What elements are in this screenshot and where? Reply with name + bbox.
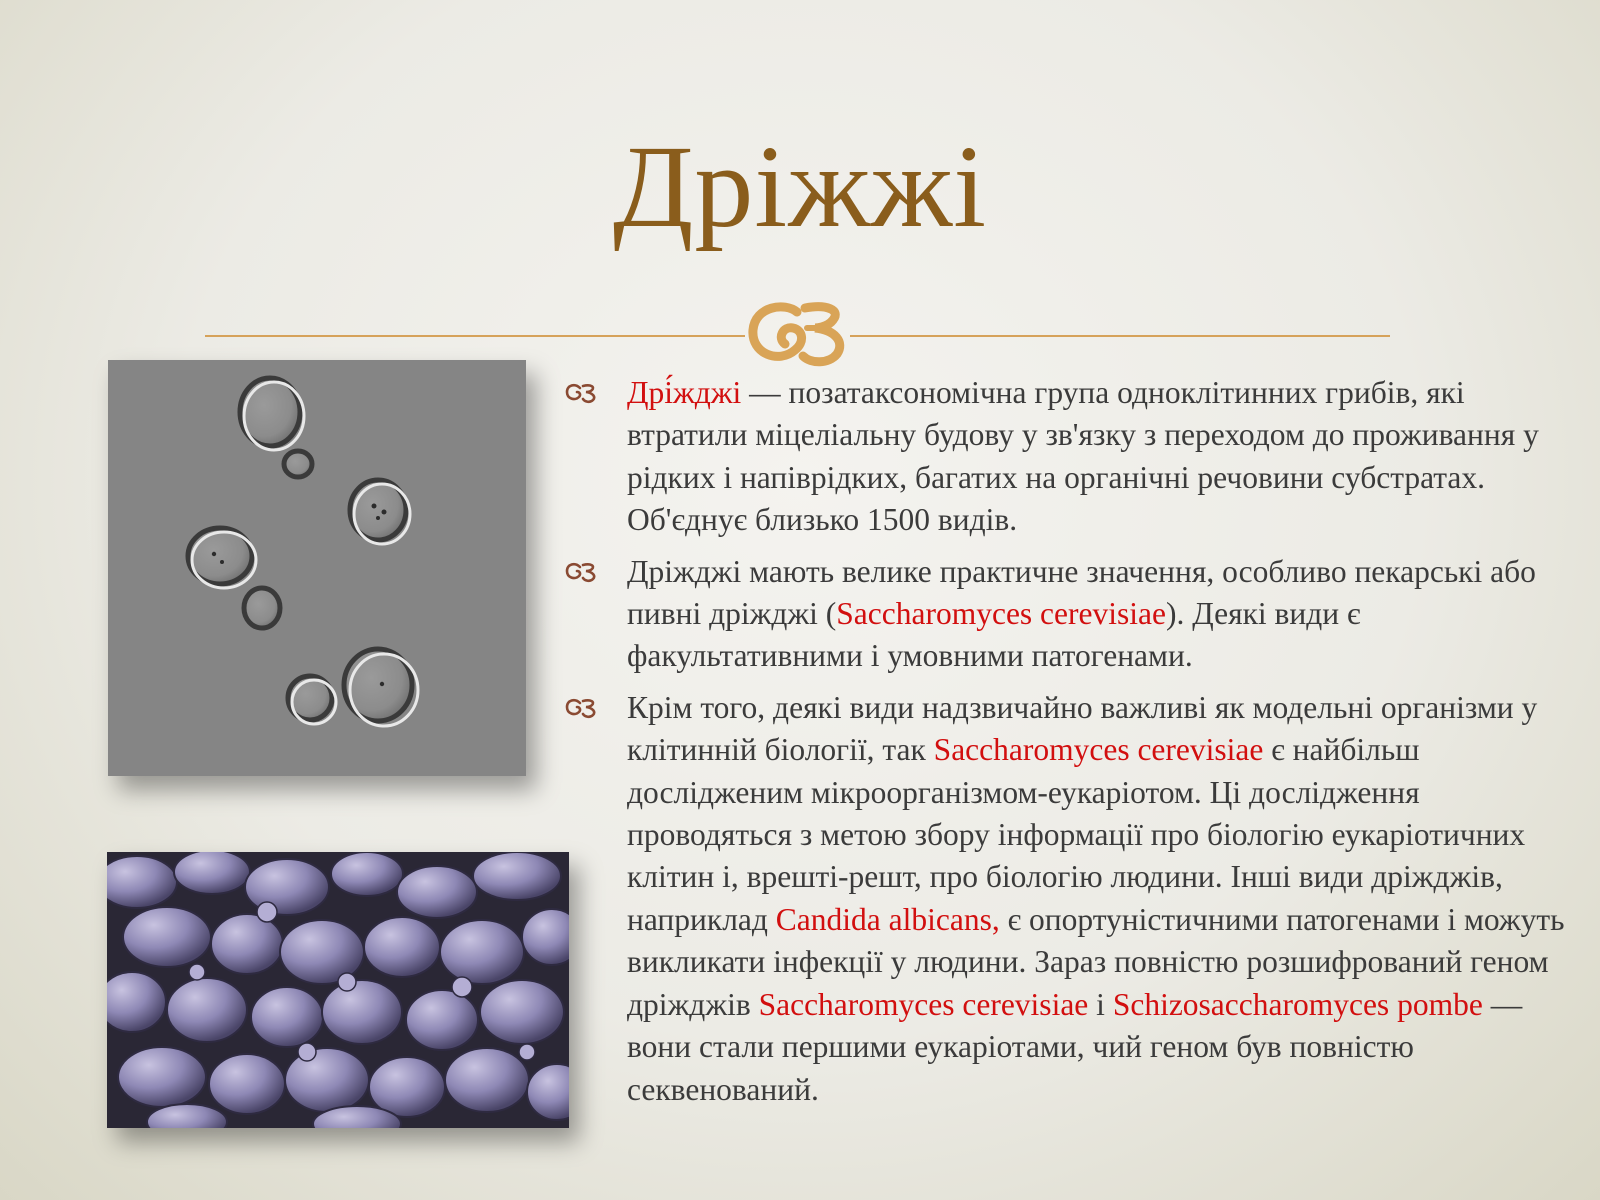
divider-line-right [850, 335, 1390, 337]
bullet-3-part-7: і [1088, 986, 1113, 1022]
bullet-3-part-1: Крім того, деякі види надзвичайно важливі як модельні організми у клітинній біології, так [627, 689, 1538, 768]
bullet-2-part-3: ). Деякі види є факультативними і умовними патогенами. [627, 596, 1361, 674]
bullet-item-2 [565, 551, 1565, 678]
yeast-dic-micrograph [108, 360, 526, 776]
flourish-bullet-icon [565, 687, 599, 729]
divider-line-left [205, 335, 745, 337]
bullet-2-part-2: Saccharomyces cerevisiae [836, 596, 1166, 632]
slide-body [565, 372, 1565, 1120]
bullet-text-1 [627, 375, 1539, 537]
yeast-sem-micrograph [107, 852, 569, 1128]
bullet-1-part-2: — позатаксономічна група одноклітинних грибів, які втратили міцеліальну будову у зв'язку з переходом до проживання у рідких і напіврідких, багатих на органічні речовини субстратах. Об'єднує близько 1500 видів. [627, 375, 1539, 538]
bullet-3-part-4: Candida albicans, [775, 901, 1000, 937]
bullet-item-1 [565, 372, 1565, 542]
bullet-3-part-3: є найбільш дослідженим мікроорганізмом-еукаріотом. Ці дослідження проводяться з метою збору інформації про біологію еукаріотичних клітин і, врешті-решт, про біологію людини. Інші види дріжджів, наприклад [627, 732, 1526, 937]
slide-title: Дріжжі [612, 121, 988, 252]
flourish-bullet-icon [565, 372, 599, 414]
bullet-2-part-1: Дріжджі мають велике практичне значення, особливо пекарські або пивні дріжджі ( [627, 553, 1536, 632]
bullet-3-part-5: є опортуністичними патогенами і можуть викликати інфекції у людини. Зараз повністю розшифрований геном дріжджів [627, 901, 1565, 1022]
bullet-text-2 [627, 554, 1536, 674]
bullet-1-part-1: Дрі́жджі [627, 375, 742, 410]
bullet-3-part-8: Schizosaccharomyces pombe [1112, 986, 1483, 1022]
bullet-3-part-9: — вони стали першими еукаріотами, чий геном був повністю секвенований. [627, 986, 1523, 1107]
bullet-3-part-2: Saccharomyces cerevisiae [933, 732, 1264, 768]
bullet-text-3 [627, 690, 1565, 1107]
bullet-3-part-6: Saccharomyces cerevisiae [758, 986, 1089, 1022]
swash-ornament-icon [745, 298, 855, 370]
bullet-item-3 [565, 687, 1565, 1111]
flourish-bullet-icon [565, 551, 599, 593]
